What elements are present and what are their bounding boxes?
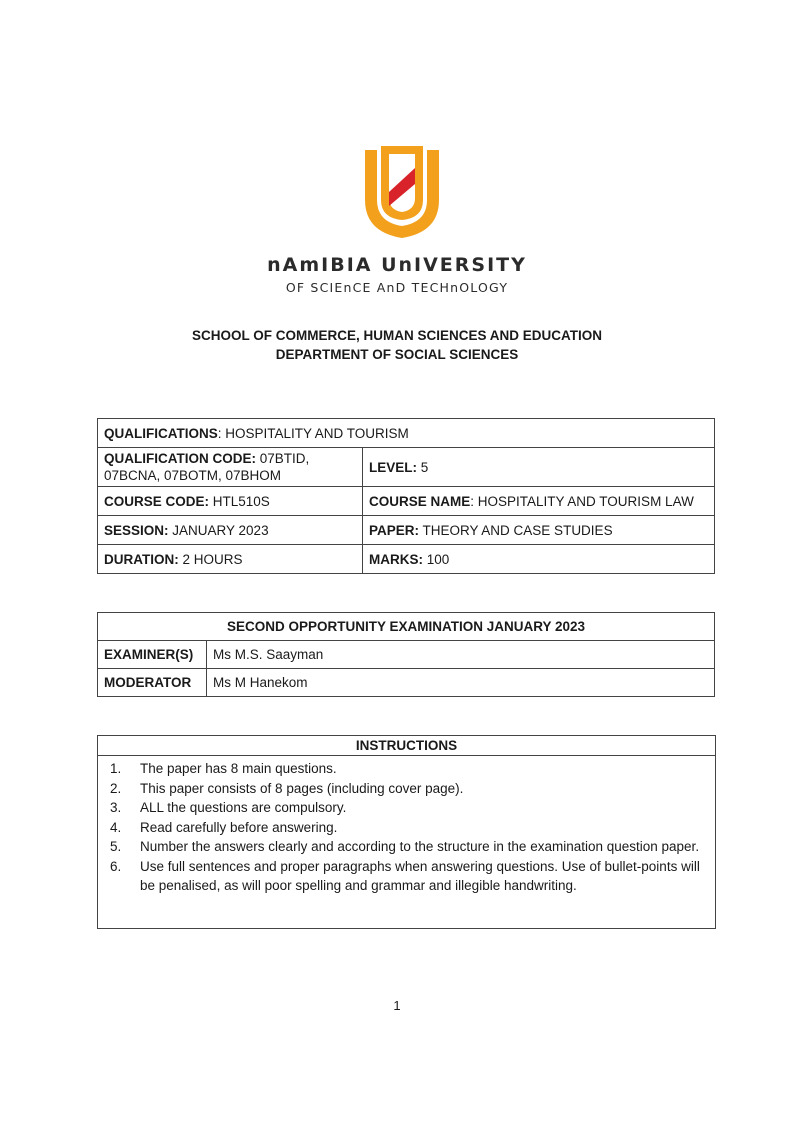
university-subtitle: OF SCIEnCE AnD TECHnOLOGY <box>285 280 509 295</box>
exam-title: SECOND OPPORTUNITY EXAMINATION JANUARY 2023 <box>98 613 715 641</box>
examiner-label: EXAMINER(S) <box>98 641 207 669</box>
instruction-item: 6. Use full sentences and proper paragraphs when answering questions. Use of bullet-points will be penalised, as will poor spelling and grammar and illegible handwriting. <box>110 858 700 893</box>
moderator-value: Ms M Hanekom <box>207 669 715 697</box>
duration-cell: DURATION: 2 HOURS <box>98 545 363 574</box>
department-name: DEPARTMENT OF SOCIAL SCIENCES <box>275 347 519 362</box>
instruction-item: 5. Number the answers clearly and according to the structure in the examination question paper. <box>110 839 700 854</box>
paper-cell: PAPER: THEORY AND CASE STUDIES <box>363 516 715 545</box>
nust-shield-logo <box>357 140 447 240</box>
instruction-item: 3. ALL the questions are compulsory. <box>110 800 347 815</box>
level-cell: LEVEL: 5 <box>363 448 715 487</box>
instruction-item: 2. This paper consists of 8 pages (including cover page). <box>110 780 464 796</box>
session-cell: SESSION: JANUARY 2023 <box>98 516 363 545</box>
instruction-item: 1. The paper has 8 main questions. <box>110 761 337 776</box>
qualifications-cell: QUALIFICATIONS: HOSPITALITY AND TOURISM <box>98 419 715 448</box>
school-heading <box>0 326 794 364</box>
moderator-label: MODERATOR <box>98 669 207 697</box>
examiner-value: Ms M.S. Saayman <box>207 641 715 669</box>
university-name: nAmIBIA UnIVERSITY <box>267 254 527 276</box>
course-name-cell: COURSE NAME: HOSPITALITY AND TOURISM LAW <box>363 487 715 516</box>
marks-cell: MARKS: 100 <box>363 545 715 574</box>
page-number: 1 <box>393 998 401 1013</box>
examiners-table <box>97 612 715 697</box>
instructions-list <box>98 759 715 896</box>
instruction-item: 4. Read carefully before answering. <box>110 819 338 835</box>
school-name: SCHOOL OF COMMERCE, HUMAN SCIENCES AND EDUCATION <box>191 328 602 343</box>
course-details-table <box>97 418 715 574</box>
instructions-title: INSTRUCTIONS <box>98 736 715 756</box>
qualification-code-cell: QUALIFICATION CODE: 07BTID, 07BCNA, 07BOTM, 07BHOM <box>98 448 363 487</box>
course-code-cell: COURSE CODE: HTL510S <box>98 487 363 516</box>
instructions-box <box>97 735 716 929</box>
